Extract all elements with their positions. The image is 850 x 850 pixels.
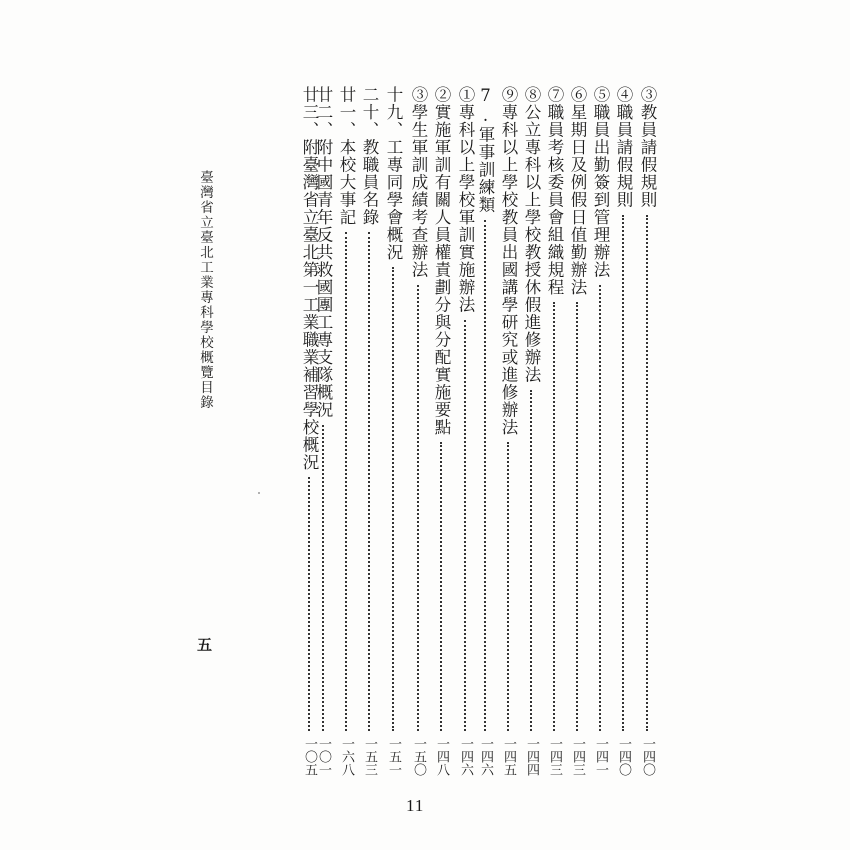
toc-entry-page: 一四五 — [501, 737, 516, 776]
toc-entry-title: 廿一、本校大事記 — [337, 86, 356, 226]
toc-entry-page: 一四三 — [547, 737, 562, 776]
toc-entry-title: ⑧公立專科以上學校教授休假進修辦法 — [522, 86, 541, 384]
toc-entry-title: 十九、工專同學會概況 — [384, 86, 403, 261]
leader-dots — [392, 267, 394, 731]
toc-entry — [520, 86, 542, 776]
leader-dots — [464, 320, 466, 732]
toc-entry-title: 7.軍事訓練類 — [476, 86, 495, 214]
leader-dots — [308, 477, 310, 731]
toc-entry-page: 一四三 — [570, 737, 585, 776]
toc-entry-title: ⑥星期日及例假日值勤辦法 — [568, 86, 587, 296]
toc-entry-page: 一〇五 — [302, 737, 317, 776]
toc-entry — [358, 86, 380, 776]
toc-entry-title: 廿二、附中國青年反共救國團工專支隊概況 — [314, 86, 333, 419]
leader-dots — [484, 220, 486, 732]
toc-entry-page: 一〇一 — [316, 737, 331, 776]
toc-entry-title: ②實施軍訓有關人員權責劃分與分配實施要點 — [432, 86, 451, 436]
toc-entry — [497, 86, 519, 776]
leader-dots — [368, 232, 370, 731]
leader-dots — [530, 390, 532, 732]
toc-entry-title: ①專科以上學校軍訓實施辦法 — [456, 86, 475, 314]
leader-dots — [345, 232, 347, 731]
toc-entry-page: 一五一 — [386, 737, 401, 776]
toc-entry-title: ④職員請假規則 — [614, 86, 633, 209]
scan-speck — [258, 492, 260, 494]
running-head: 臺灣省立臺北工業專科學校概覽目錄 — [197, 170, 213, 410]
toc-entry — [474, 86, 496, 776]
toc-entry-page: 一五〇 — [411, 737, 426, 776]
toc-entry — [636, 86, 658, 776]
toc-entry-page: 一四〇 — [616, 737, 631, 776]
page-number: 11 — [406, 796, 425, 815]
leader-dots — [622, 215, 624, 732]
leader-dots — [553, 302, 555, 731]
toc-entry-title: ③教員請假規則 — [638, 86, 657, 209]
toc-entry-page: 一四八 — [434, 737, 449, 776]
toc-entry-page: 一四一 — [593, 737, 608, 776]
toc-entry-page: 一四〇 — [640, 737, 655, 776]
toc-entry-page: 一四六 — [458, 737, 473, 776]
toc-entry — [566, 86, 588, 776]
toc-entry-title: 廿三、附臺灣省立臺北第一工業職業補習學校概況 — [300, 86, 319, 471]
leader-dots — [576, 302, 578, 731]
toc-entry — [407, 86, 429, 776]
toc-entry-title: 二十、教職員名錄 — [360, 86, 379, 226]
toc-entry-title: ⑨專科以上學校教員出國講學研究或進修辦法 — [499, 86, 518, 436]
leader-dots — [322, 425, 324, 732]
toc-entry — [454, 86, 476, 776]
leader-dots — [599, 285, 601, 732]
toc-entry-title: ⑦職員考核委員會組織規程 — [545, 86, 564, 296]
leader-dots — [440, 442, 442, 731]
toc-entry — [612, 86, 634, 776]
toc-entry-page: 一四四 — [524, 737, 539, 776]
leader-dots — [417, 285, 419, 732]
toc-entry-page: 一五三 — [362, 737, 377, 776]
folio: 五 — [197, 636, 213, 654]
toc-entry — [543, 86, 565, 776]
toc-entry — [382, 86, 404, 776]
leader-dots — [507, 442, 509, 731]
toc-entry — [335, 86, 357, 776]
toc-entry-title: ③學生軍訓成績考查辦法 — [409, 86, 428, 279]
toc-entry-title: ⑤職員出勤簽到管理辦法 — [591, 86, 610, 279]
toc-entry — [298, 86, 320, 776]
toc-entry-page: 一四六 — [478, 737, 493, 776]
toc-entry — [589, 86, 611, 776]
toc-entry — [430, 86, 452, 776]
leader-dots — [646, 215, 648, 732]
toc-entry-page: 一六八 — [339, 737, 354, 776]
